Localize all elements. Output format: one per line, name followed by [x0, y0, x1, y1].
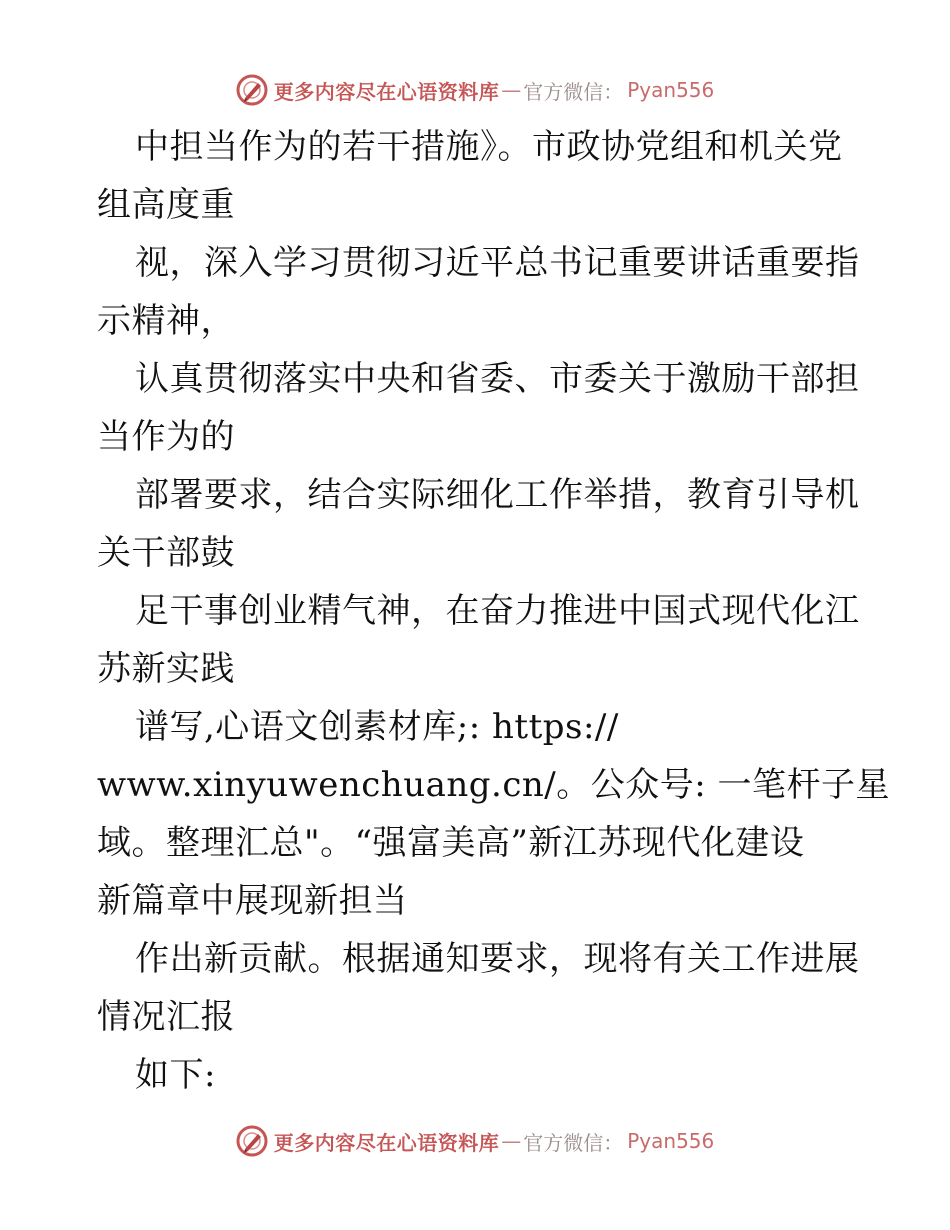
watermark-brand: 更多内容尽在心语资料库 [273, 1130, 500, 1155]
document-body [97, 118, 890, 1104]
text-line: 中担当作为的若干措施》。市政协党组和机关党 [135, 127, 843, 167]
text-line: 组高度重 [97, 185, 235, 225]
text-line: 示精神， [97, 301, 235, 341]
text-line: 新篇章中展现新担当 [97, 881, 408, 921]
text-line: 认真贯彻落实中央和省委、市委关于激励干部担 [135, 359, 860, 399]
watermark-wechat-id: Pyan556 [627, 1129, 715, 1153]
pen-logo-icon [236, 74, 268, 106]
watermark-label: 官方微信： [523, 1130, 624, 1155]
text-line: 域。整理汇总"。“强富美高”新江苏现代化建设 [97, 823, 805, 863]
text-line: www.xinyuwenchuang.cn/。公众号: 一笔杆子星 [97, 765, 890, 805]
watermark-label: 官方微信： [523, 79, 624, 104]
text-line: 视，深入学习贯彻习近平总书记重要讲话重要指 [135, 243, 860, 283]
text-line: 当作为的 [97, 417, 235, 457]
text-line: 如下: [135, 1055, 216, 1095]
text-line: 谱写,心语文创素材库;: https:// [135, 707, 619, 747]
watermark-brand: 更多内容尽在心语资料库 [273, 79, 500, 104]
text-line: 关干部鼓 [97, 533, 235, 573]
footer-watermark [0, 1121, 950, 1161]
pen-logo-icon [236, 1125, 268, 1157]
watermark-wechat-id: Pyan556 [627, 78, 715, 102]
text-line: 情况汇报 [97, 997, 235, 1037]
text-line: 苏新实践 [97, 649, 235, 689]
text-line: 足干事创业精气神，在奋力推进中国式现代化江 [135, 591, 860, 631]
watermark-dash: — [501, 78, 522, 102]
text-line: 部署要求，结合实际细化工作举措，教育引导机 [135, 475, 860, 515]
watermark-dash: — [501, 1129, 522, 1153]
header-watermark [0, 70, 950, 110]
text-line: 作出新贡献。根据通知要求，现将有关工作进展 [135, 939, 860, 979]
